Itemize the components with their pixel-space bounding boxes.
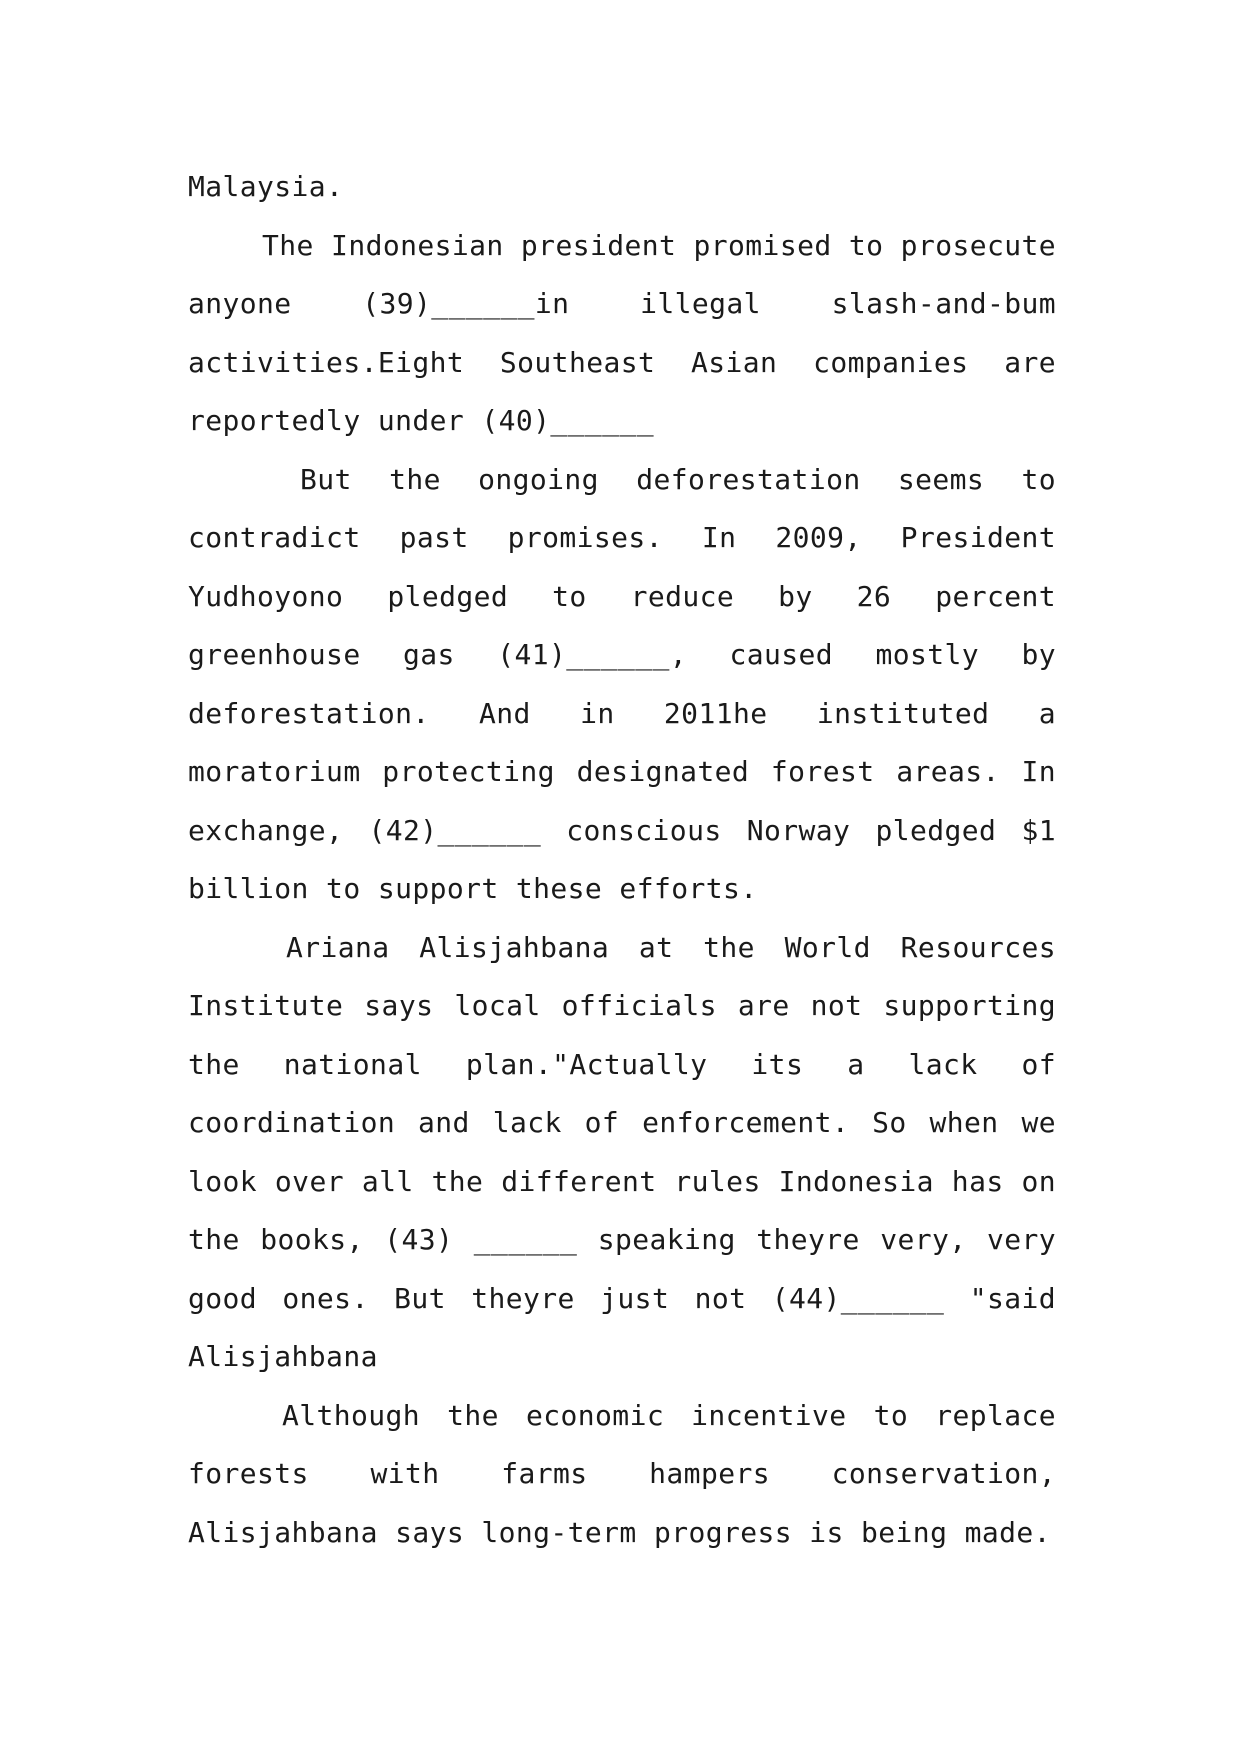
- text-line: contradict past promises. In 2009, President: [188, 521, 1056, 554]
- text-line: reportedly under (40)______: [188, 404, 654, 437]
- document-page: [188, 158, 1056, 1562]
- text-line: Alisjahbana says long-term progress is being made.: [188, 1515, 1051, 1549]
- text-line: forests with farms hampers conservation,: [188, 1457, 1056, 1490]
- text-line: Institute says local officials are not supporting: [188, 989, 1056, 1022]
- text-line: Ariana Alisjahbana at the World Resources: [286, 930, 1056, 964]
- text-line: Although the economic incentive to replace: [282, 1398, 1056, 1432]
- text-line: anyone (39)______in illegal slash-and-bum: [188, 287, 1056, 320]
- text-line: The Indonesian president promised to prosecute: [262, 228, 1056, 262]
- text-line: good ones. But theyre just not (44)______ "said: [188, 1281, 1056, 1315]
- text-line: billion to support these efforts.: [188, 872, 758, 905]
- text-line: the national plan."Actually its a lack of: [188, 1047, 1056, 1081]
- text-line: Malaysia.: [188, 170, 344, 203]
- text-line: Alisjahbana: [188, 1340, 378, 1373]
- text-line: Yudhoyono pledged to reduce by 26 percent: [188, 579, 1056, 613]
- text-line: exchange, (42)______ conscious Norway pledged $1: [188, 813, 1056, 847]
- text-line: activities.Eight Southeast Asian companies are: [188, 345, 1056, 379]
- text-line: But the ongoing deforestation seems to: [300, 462, 1056, 496]
- text-line: the books, (43) ______ speaking theyre very, very: [188, 1223, 1056, 1256]
- text-line: moratorium protecting designated forest areas. In: [188, 755, 1056, 788]
- text-line: greenhouse gas (41)______, caused mostly by: [188, 638, 1056, 671]
- text-line: coordination and lack of enforcement. So when we: [188, 1106, 1056, 1139]
- text-line: look over all the different rules Indonesia has on: [188, 1164, 1056, 1198]
- text-line: deforestation. And in 2011he instituted a: [188, 696, 1056, 730]
